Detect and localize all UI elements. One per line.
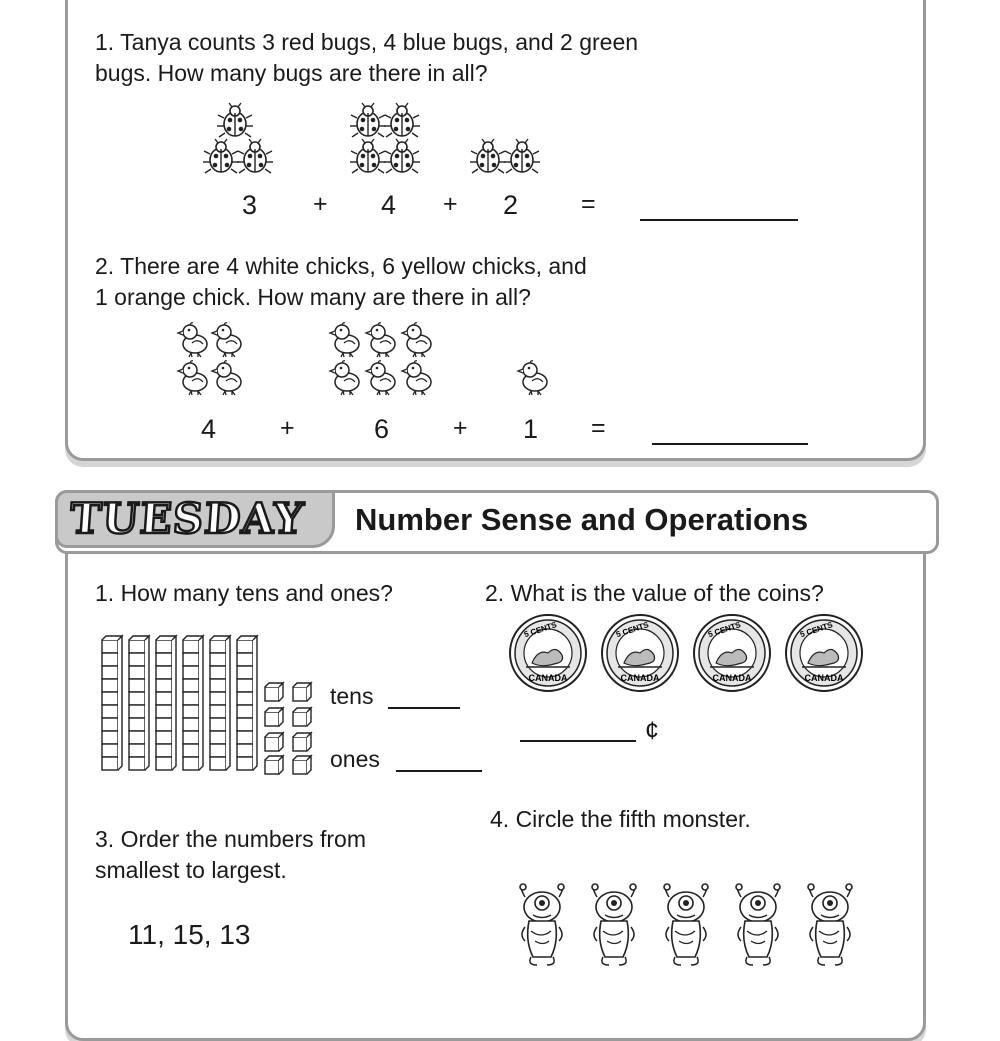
q2-plus-2: + (453, 414, 468, 442)
nickel-coin (510, 615, 586, 691)
ladybug-icon (504, 139, 540, 173)
question-2-text: 2. There are 4 white chicks, 6 yellow chicks, and 1 orange chick. How many are there in all? (95, 253, 587, 310)
ten-rod (183, 636, 203, 770)
chick-icon (402, 361, 431, 395)
base-ten-blocks (100, 636, 320, 776)
chick-icon (212, 323, 241, 357)
coin-top-text: 5 CENTS (522, 620, 558, 640)
nickel-coin (694, 615, 770, 691)
tens-answer-blank[interactable] (388, 707, 460, 709)
ladybug-icon (384, 139, 420, 173)
one-cube (293, 733, 311, 751)
numbers-to-order: 11, 15, 13 (128, 919, 251, 950)
tens-label: tens (330, 683, 374, 709)
ones-label: ones (330, 746, 380, 772)
bug-group-3 (468, 100, 548, 180)
q1-plus-2: + (443, 190, 458, 218)
ladybug-icon (203, 139, 239, 173)
coin-top-text: 5 CENTS (614, 620, 650, 640)
chick-icon (330, 323, 359, 357)
q1-num-2: 4 (381, 190, 397, 220)
ladybug-icon (237, 139, 273, 173)
chick-icon (178, 323, 207, 357)
coin-bottom-text: CANADA (712, 673, 752, 683)
one-cube (293, 708, 311, 726)
ten-rod (102, 636, 122, 770)
tuesday-q1-text: 1. How many tens and ones? (95, 580, 393, 606)
ten-rod (210, 636, 230, 770)
ten-rod (156, 636, 176, 770)
bug-group-1 (205, 100, 285, 180)
q2-answer-blank[interactable] (652, 443, 808, 445)
one-cube (265, 733, 283, 751)
cents-symbol: ¢ (645, 717, 659, 745)
tuesday-q2-text: 2. What is the value of the coins? (485, 580, 824, 606)
ten-rod (129, 636, 149, 770)
tuesday-q4-text: 4. Circle the fifth monster. (490, 806, 751, 832)
ladybug-icon (384, 103, 420, 137)
q2-num-3: 1 (523, 414, 539, 444)
coin-row (508, 613, 868, 697)
nickel-coin (602, 615, 678, 691)
chick-icon (366, 323, 395, 357)
chick-icon (212, 361, 241, 395)
question-1-text: 1. Tanya counts 3 red bugs, 4 blue bugs, and 2 green bugs. How many bugs are there in all? (95, 29, 639, 86)
ladybug-icon (350, 139, 386, 173)
q1-num-3: 2 (503, 190, 519, 220)
ten-rod (237, 636, 257, 770)
chick-icon (178, 361, 207, 395)
monster-row (515, 885, 875, 975)
q2-num-1: 4 (201, 414, 217, 444)
section-title: Number Sense and Operations (355, 502, 809, 537)
ladybug-icon (217, 103, 253, 137)
bug-group-2 (348, 100, 428, 180)
coin-bottom-text: CANADA (528, 673, 568, 683)
one-cube (293, 683, 311, 701)
chick-group-1 (176, 320, 256, 400)
chick-group-2 (330, 320, 440, 400)
q2-equals: = (591, 414, 606, 442)
monster-icon[interactable] (736, 884, 780, 965)
one-cube (265, 683, 283, 701)
chick-group-3 (516, 320, 556, 400)
chick-icon (518, 361, 547, 395)
day-label: TUESDAY (68, 494, 306, 543)
one-cube (293, 756, 311, 774)
tuesday-q3-text: 3. Order the numbers from smallest to largest. (95, 826, 366, 883)
one-cube (265, 756, 283, 774)
q1-equals: = (581, 190, 596, 218)
coin-top-text: 5 CENTS (798, 620, 834, 640)
ones-answer-blank[interactable] (396, 770, 482, 772)
q1-num-1: 3 (242, 190, 258, 220)
q1-plus-1: + (313, 190, 328, 218)
nickel-coin (786, 615, 862, 691)
ladybug-icon (350, 103, 386, 137)
chick-icon (402, 323, 431, 357)
coin-bottom-text: CANADA (620, 673, 660, 683)
monster-icon[interactable] (592, 884, 636, 965)
coins-answer-blank[interactable] (520, 740, 636, 742)
monster-icon[interactable] (808, 884, 852, 965)
monster-icon[interactable] (520, 884, 564, 965)
q2-num-2: 6 (374, 414, 390, 444)
chick-icon (330, 361, 359, 395)
monster-icon[interactable] (664, 884, 708, 965)
q1-answer-blank[interactable] (640, 219, 798, 221)
q2-plus-1: + (280, 414, 295, 442)
coin-bottom-text: CANADA (804, 673, 844, 683)
coin-top-text: 5 CENTS (706, 620, 742, 640)
ladybug-icon (470, 139, 506, 173)
one-cube (265, 708, 283, 726)
chick-icon (366, 361, 395, 395)
